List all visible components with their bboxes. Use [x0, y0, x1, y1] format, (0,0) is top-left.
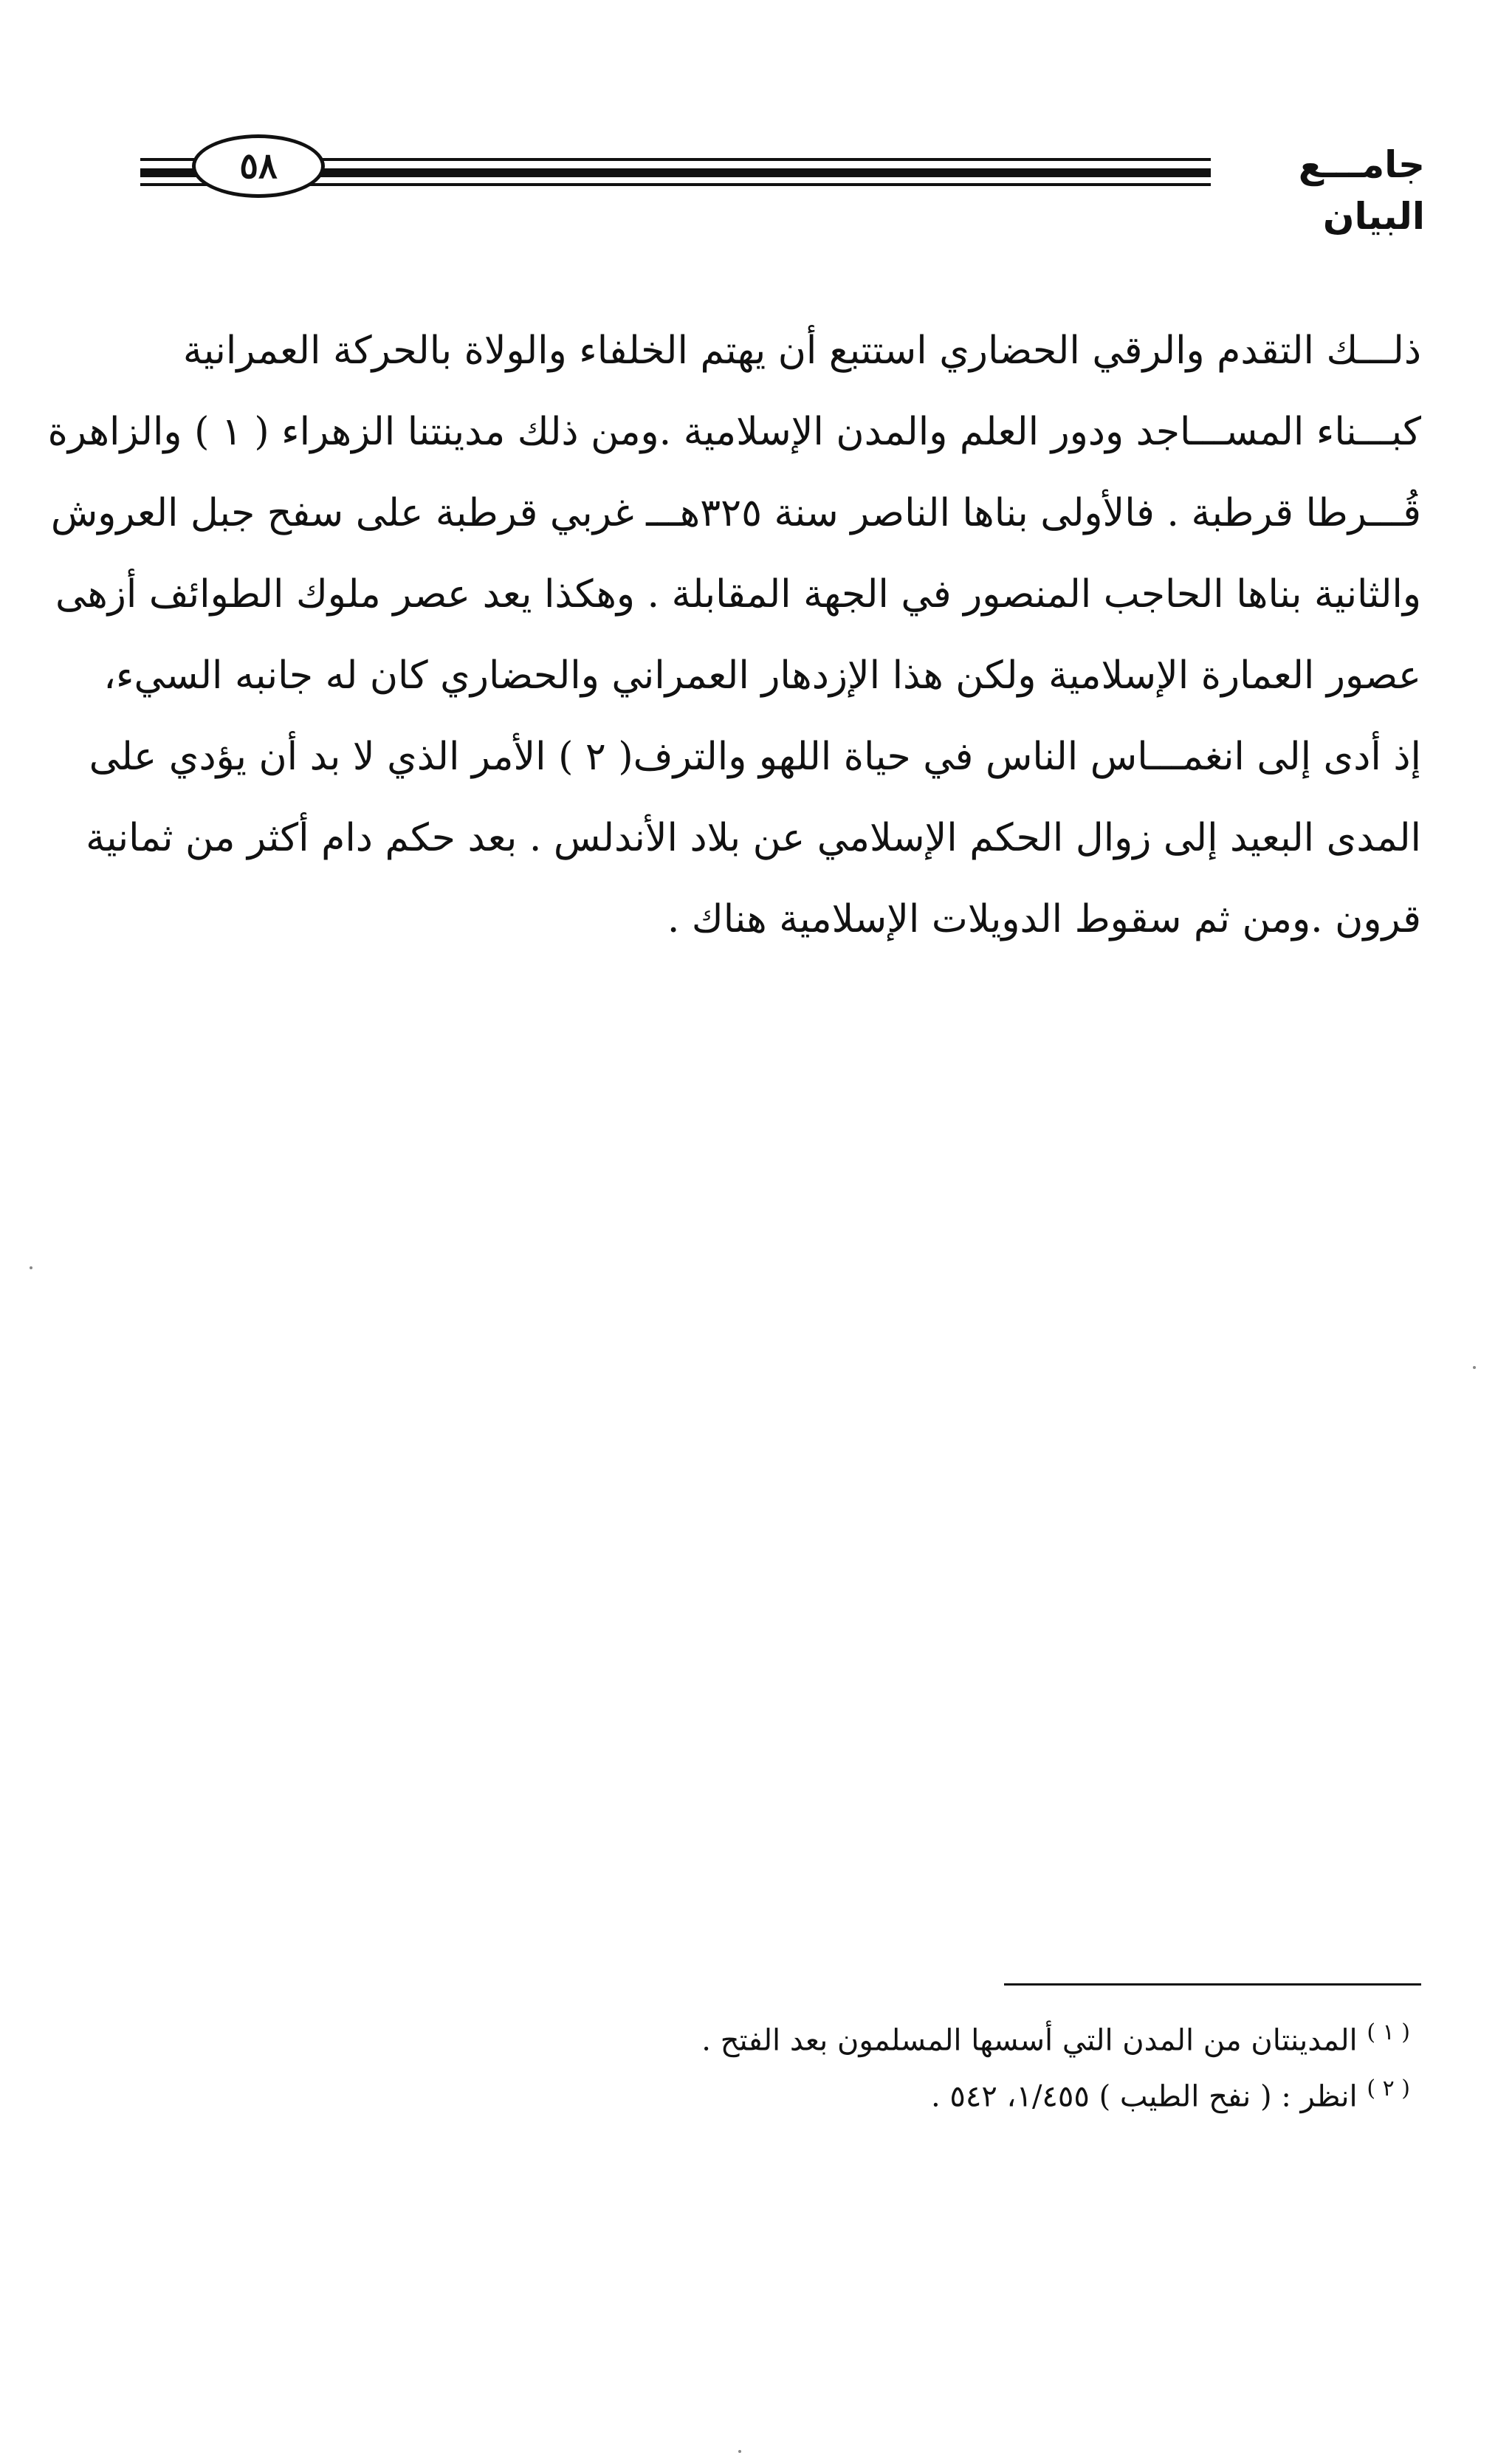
text-line: كبـــناء المســـاجد ودور العلم والمدن الإسلامية .ومن ذلك مدينتنا الزهراء ( ١ ) والزاهرة	[47, 410, 1421, 454]
footnote-separator	[1004, 1983, 1421, 1986]
footnotes	[664, 2005, 1410, 2117]
text-line: المدى البعيد إلى زوال الحكم الإسلامي عن بلاد الأندلس . بعد حكم دام أكثر من ثمانية	[86, 816, 1421, 860]
footnote-text: انظر : ( نفح الطيب ) ١/٤٥٥، ٥٤٢ .	[930, 2079, 1358, 2114]
footnote-text: المدينتان من المدن التي أسسها المسلمون بعد الفتح .	[701, 2023, 1358, 2058]
footnote	[664, 2061, 1410, 2117]
text-line: إذ أدى إلى انغمـــاس الناس في حياة اللهو والترف( ٢ ) الأمر الذي لا بد أن يؤدي على	[89, 735, 1421, 779]
scan-speck	[1473, 1366, 1476, 1369]
text-line: والثانية بناها الحاجب المنصور في الجهة المقابلة . وهكذا يعد عصر ملوك الطوائف أزهى	[55, 572, 1421, 617]
footnote-mark: ( ٢ )	[1367, 2076, 1410, 2101]
text-line: قُـــرطا قرطبة . فالأولى بناها الناصر سنة ٣٢٥هـــ غربي قرطبة على سفح جبل العروش	[50, 491, 1421, 535]
footnote	[664, 2005, 1410, 2061]
text-line: قرون .ومن ثم سقوط الدويلات الإسلامية هناك .	[667, 897, 1421, 941]
page-header	[140, 126, 1425, 238]
text-line: ذلـــك التقدم والرقي الحضاري استتبع أن يهتم الخلفاء والولاة بالحركة العمرانية	[182, 329, 1421, 373]
scan-speck	[30, 1266, 32, 1269]
footnote-mark: ( ١ )	[1367, 2019, 1410, 2045]
page-number: ٥٨	[192, 134, 325, 198]
body-text	[47, 310, 1421, 960]
scan-speck	[738, 2450, 741, 2453]
book-title: جامـــع البيان	[1298, 143, 1425, 238]
text-line: عصور العمارة الإسلامية ولكن هذا الإزدهار العمراني والحضاري كان له جانبه السيء،	[103, 653, 1421, 698]
